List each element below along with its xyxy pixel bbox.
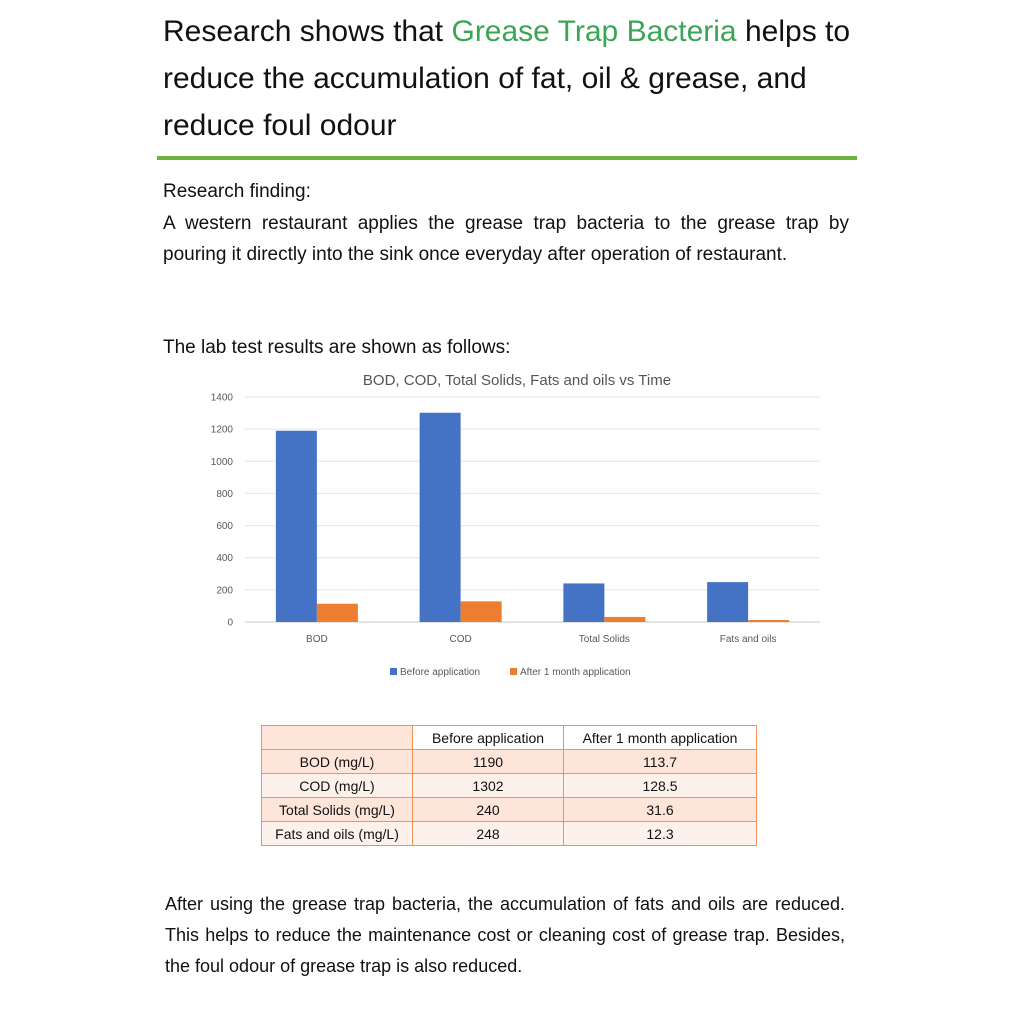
headline-highlight: Grease Trap Bacteria: [451, 15, 737, 48]
y-tick-label: 400: [216, 553, 233, 565]
finding-body: A western restaurant applies the grease trap bacteria to the grease trap by pouring it directly into the sink once everyday after operation of restaurant.: [163, 213, 849, 265]
table-row: [262, 774, 757, 798]
bar-after: [317, 604, 358, 622]
table-header-cell: After 1 month application: [564, 726, 757, 750]
x-tick-label: Total Solids: [578, 634, 630, 645]
headline-prefix: Research shows that: [163, 15, 452, 48]
bar-before: [563, 583, 604, 622]
table-cell: Total Solids (mg/L): [262, 798, 413, 822]
y-tick-label: 800: [216, 488, 233, 500]
table-cell: Fats and oils (mg/L): [262, 822, 413, 846]
table-cell: 248: [413, 822, 564, 846]
legend-swatch: [390, 668, 397, 675]
table-cell: 12.3: [564, 822, 757, 846]
legend-label: Before application: [400, 667, 481, 678]
bar-before: [420, 413, 461, 622]
table-cell: 31.6: [564, 798, 757, 822]
x-tick-label: BOD: [306, 634, 328, 645]
results-intro: The lab test results are shown as follows:: [163, 337, 511, 358]
legend-label: After 1 month application: [520, 667, 631, 678]
table-cell: COD (mg/L): [262, 774, 413, 798]
results-table: [261, 725, 757, 846]
legend-swatch: [510, 668, 517, 675]
table-cell: 113.7: [564, 750, 757, 774]
y-tick-label: 1200: [210, 424, 233, 436]
bar-before: [276, 431, 317, 622]
conclusion-text: After using the grease trap bacteria, the accumulation of fats and oils are reduced. This helps to reduce the maintenance cost or cleaning cost of grease trap. Besides, the foul odour of grease trap is also reduced.: [165, 894, 845, 976]
y-tick-label: 1000: [210, 456, 233, 468]
y-tick-label: 0: [227, 617, 233, 629]
table-row: [262, 822, 757, 846]
headline-rest: helps to reduce the accumulation of fat, oil & grease, and reduce foul odour: [163, 15, 851, 142]
table-header-cell: [262, 726, 413, 750]
bar-after: [748, 620, 789, 622]
table-row: [262, 750, 757, 774]
table-cell: 128.5: [564, 774, 757, 798]
table-cell: 1302: [413, 774, 564, 798]
y-tick-label: 200: [216, 585, 233, 597]
y-tick-label: 1400: [210, 392, 233, 404]
y-tick-label: 600: [216, 521, 233, 533]
x-tick-label: COD: [449, 634, 472, 645]
table-header-cell: Before application: [413, 726, 564, 750]
chart-title: BOD, COD, Total Solids, Fats and oils vs Time: [362, 372, 672, 389]
table-row: [262, 798, 757, 822]
table-cell: BOD (mg/L): [262, 750, 413, 774]
headline: [163, 8, 863, 149]
green-divider: [157, 156, 857, 160]
bar-chart: [190, 365, 830, 695]
finding-label: Research finding:: [163, 181, 311, 202]
x-tick-label: Fats and oils: [719, 634, 777, 645]
table-cell: 1190: [413, 750, 564, 774]
bar-after: [604, 617, 645, 622]
bar-after: [461, 601, 502, 622]
table-header-row: [262, 726, 757, 750]
bar-before: [707, 582, 748, 622]
table-cell: 240: [413, 798, 564, 822]
